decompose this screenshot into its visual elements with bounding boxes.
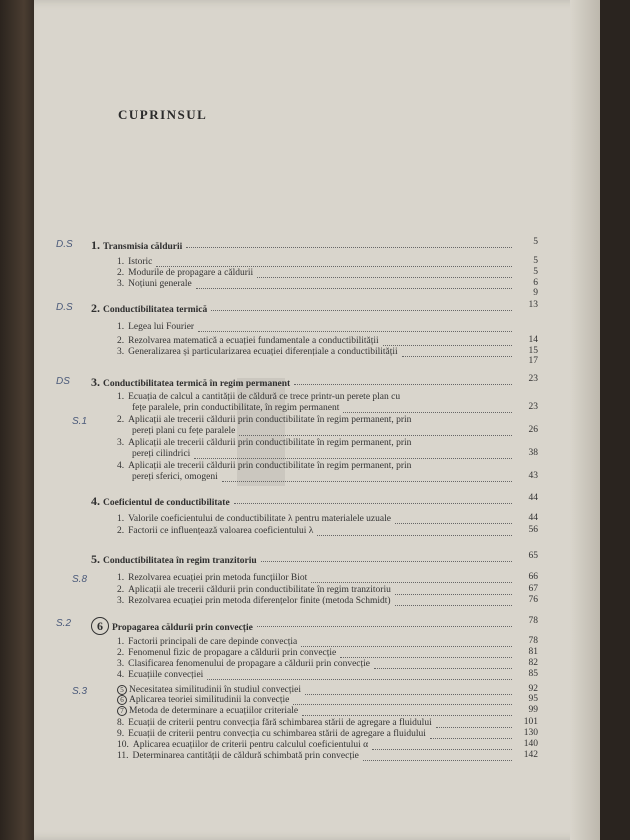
toc-entry — [117, 706, 298, 716]
entry-title: Aplicații ale trecerii căldurii prin conductibilitate în regim permanent, prin — [128, 438, 412, 448]
dot-leader — [317, 535, 512, 536]
entry-number: 2. — [117, 336, 125, 346]
dot-leader — [430, 738, 512, 739]
toc-entry-continuation: fețe paralele, prin conductibilitate, în regim permanent — [132, 403, 340, 413]
page-number: 130 — [523, 728, 538, 738]
chapter-number: 1. — [91, 238, 100, 252]
entry-number: 2. — [117, 268, 125, 278]
dot-leader — [343, 412, 512, 413]
page-number: 5 — [533, 267, 538, 277]
entry-title: Legea lui Fourier — [128, 322, 195, 332]
toc-entry — [117, 670, 203, 680]
page-number: 78 — [528, 636, 538, 646]
toc-entry — [117, 514, 391, 524]
toc-entry — [117, 392, 400, 402]
toc-entry — [117, 695, 289, 705]
page-number: 5 — [533, 237, 538, 247]
entry-title: Valorile coeficientului de conductibilitate λ pentru materialele uzuale — [128, 514, 391, 524]
toc-entry — [117, 257, 152, 267]
dot-leader — [239, 435, 512, 436]
entry-title: Rezolvarea matematică a ecuației fundamentale a conductibilității — [128, 336, 379, 346]
chapter-heading — [91, 238, 182, 253]
entry-number: 8. — [117, 718, 125, 728]
entry-title: Modurile de propagare a căldurii — [128, 268, 254, 278]
dot-leader — [257, 626, 512, 627]
toc-entry — [117, 461, 411, 471]
chapter-title: Conductibilitatea termică — [103, 305, 208, 315]
toc-entry-continuation: pereți plani cu fețe paralele — [132, 426, 236, 436]
dot-leader — [383, 345, 512, 346]
handwritten-margin-note: DS — [56, 376, 70, 387]
chapter-number: 5. — [91, 552, 100, 566]
entry-title: Factorii ce influențează valoarea coeficientului λ — [128, 526, 314, 536]
entry-number: 7 — [117, 706, 127, 716]
dot-leader — [305, 694, 512, 695]
dot-leader — [340, 657, 512, 658]
dot-leader — [234, 503, 512, 504]
entry-number: 6 — [117, 695, 127, 705]
entry-title: Aplicarea teoriei similitudinii la convecție — [129, 695, 290, 705]
page-number: 17 — [528, 356, 538, 366]
chapter-heading — [91, 494, 230, 509]
page-edge-shadow — [570, 0, 600, 840]
entry-number: 11. — [117, 751, 129, 761]
chapter-number-circled: 6 — [91, 617, 109, 635]
dot-leader — [363, 760, 512, 761]
entry-title: Noțiuni generale — [128, 279, 192, 289]
entry-title: Aplicații ale trecerii căldurii prin conductibilitate în regim permanent, prin — [128, 461, 412, 471]
page-number: 43 — [528, 471, 538, 481]
toc-entry — [117, 648, 336, 658]
dot-leader — [261, 561, 512, 562]
page-number: 99 — [528, 705, 538, 715]
toc-entry — [117, 336, 379, 346]
toc-entry — [117, 279, 192, 289]
dot-leader — [196, 288, 512, 289]
toc-entry-continuation: pereți sferici, omogeni — [132, 472, 218, 482]
handwritten-margin-note: D.S — [56, 239, 73, 250]
toc-entry — [117, 740, 368, 750]
chapter-number: 2. — [91, 301, 100, 315]
entry-title: Ecuații de criterii pentru convecția fără schimbarea stării de agregare a fluidului — [128, 718, 432, 728]
page-number: 81 — [528, 647, 538, 657]
toc-entry — [117, 751, 359, 761]
toc-entry — [117, 637, 297, 647]
entry-title: Generalizarea și particularizarea ecuației diferențiale a conductibilității — [128, 347, 398, 357]
entry-title: Rezolvarea ecuației prin metoda funcțiilor Biot — [128, 573, 308, 583]
dot-leader — [395, 605, 512, 606]
dot-leader — [211, 310, 512, 311]
dot-leader — [302, 715, 512, 716]
dot-leader — [156, 266, 512, 267]
entry-title: Fenomenul fizic de propagare a căldurii prin convecție — [128, 648, 337, 658]
entry-title: Determinarea cantității de căldură schimbată prin convecție — [132, 751, 359, 761]
chapter-number — [91, 619, 109, 633]
page-number: 6 — [533, 278, 538, 288]
page-number: 23 — [528, 402, 538, 412]
entry-title: Rezolvarea ecuației prin metoda diferențelor finite (metoda Schmidt) — [128, 596, 391, 606]
chapter-title: Coeficientul de conductibilitate — [103, 498, 230, 508]
entry-number: 2. — [117, 415, 125, 425]
entry-title: Factorii principali de care depinde convecția — [128, 637, 298, 647]
handwritten-margin-note: D.S — [56, 302, 73, 313]
toc-entry — [117, 596, 391, 606]
entry-title: Ecuații de criterii pentru convecția cu schimbarea stării de agregare a fluidului — [128, 729, 426, 739]
chapter-title: Conductibilitatea în regim tranzitoriu — [103, 556, 257, 566]
toc-entry — [117, 729, 426, 739]
toc-entry — [117, 685, 301, 695]
entry-number: 10. — [117, 740, 129, 750]
entry-number: 1. — [117, 573, 125, 583]
entry-title: Istoric — [128, 257, 153, 267]
page-number: 76 — [528, 595, 538, 605]
dot-leader — [294, 384, 512, 385]
handwritten-margin-note: S.8 — [72, 574, 88, 585]
page-number: 26 — [528, 425, 538, 435]
page-number: 92 — [528, 684, 538, 694]
entry-number: 3. — [117, 659, 125, 669]
toc-entry — [117, 573, 307, 583]
toc-entry — [117, 718, 432, 728]
entry-title: Aplicații ale trecerii căldurii prin conductibilitate în regim tranzitoriu — [128, 585, 391, 595]
handwritten-margin-note: S.1 — [72, 416, 88, 427]
entry-number: 9. — [117, 729, 125, 739]
entry-title: Aplicații ale trecerii căldurii prin conductibilitate în regim permanent, prin — [128, 415, 412, 425]
chapter-number: 4. — [91, 494, 100, 508]
dot-leader — [372, 749, 512, 750]
page-number: 95 — [528, 694, 538, 704]
entry-number: 1. — [117, 637, 125, 647]
entry-title: Ecuația de calcul a cantității de căldură ce trece printr-un perete plan cu — [128, 392, 401, 402]
entry-number: 3. — [117, 438, 125, 448]
chapter-title: Propagarea căldurii prin convecție — [112, 623, 253, 633]
entry-number: 2. — [117, 526, 125, 536]
page-number: 142 — [523, 750, 538, 760]
entry-title: Necesitatea similitudinii în studiul convecției — [129, 685, 302, 695]
page-number: 15 — [528, 346, 538, 356]
handwritten-margin-note: S.3 — [72, 686, 88, 697]
entry-title: Aplicarea ecuațiilor de criterii pentru calculul coeficientului α — [132, 740, 369, 750]
page-number: 14 — [528, 335, 538, 345]
page-number: 140 — [523, 739, 538, 749]
toc-entry — [117, 438, 411, 448]
page-number: 78 — [528, 616, 538, 626]
dot-leader — [207, 679, 512, 680]
page-number: 67 — [528, 584, 538, 594]
page-number: 44 — [528, 513, 538, 523]
entry-title: Clasificarea fenomenului de propagare a căldurii prin convecție — [128, 659, 370, 669]
dot-leader — [402, 356, 512, 357]
entry-number: 1. — [117, 514, 125, 524]
dot-leader — [194, 458, 512, 459]
page-number: 38 — [528, 448, 538, 458]
dot-leader — [436, 727, 512, 728]
entry-number: 5 — [117, 685, 127, 695]
page-number: 85 — [528, 669, 538, 679]
entry-number: 4. — [117, 670, 125, 680]
toc-entry — [117, 347, 398, 357]
dot-leader — [374, 668, 512, 669]
page-number: 9 — [533, 288, 538, 298]
chapter-heading — [91, 552, 257, 567]
dot-leader — [257, 277, 512, 278]
toc-entry — [117, 659, 370, 669]
entry-number: 4. — [117, 461, 125, 471]
chapter-title: Conductibilitatea termică în regim permanent — [103, 379, 291, 389]
chapter-heading — [91, 301, 207, 316]
page-title: CUPRINSUL — [118, 107, 208, 122]
entry-number: 1. — [117, 392, 125, 402]
toc-entry — [117, 585, 391, 595]
toc-entry — [117, 415, 411, 425]
entry-number: 1. — [117, 322, 125, 332]
chapter-title: Transmisia căldurii — [103, 242, 183, 252]
entry-number: 3. — [117, 347, 125, 357]
handwritten-margin-note: S.2 — [56, 618, 72, 629]
entry-number: 3. — [117, 279, 125, 289]
page-number: 82 — [528, 658, 538, 668]
dot-leader — [301, 646, 512, 647]
entry-number: 2. — [117, 585, 125, 595]
dot-leader — [186, 247, 512, 248]
page-number: 5 — [533, 256, 538, 266]
page-number: 44 — [528, 493, 538, 503]
entry-title: Metoda de determinare a ecuațiilor criteriale — [129, 706, 299, 716]
entry-number: 2. — [117, 648, 125, 658]
page-number: 66 — [528, 572, 538, 582]
toc-entry — [117, 322, 194, 332]
page-number: 56 — [528, 525, 538, 535]
page-number: 23 — [528, 374, 538, 384]
entry-title: Ecuațiile convecției — [128, 670, 204, 680]
page-number: 101 — [523, 717, 538, 727]
toc-entry — [117, 268, 253, 278]
chapter-heading — [91, 375, 290, 390]
toc-entry-continuation: pereți cilindrici — [132, 449, 191, 459]
dot-leader — [293, 704, 512, 705]
dot-leader — [222, 481, 512, 482]
dot-leader — [395, 523, 512, 524]
chapter-heading — [91, 617, 253, 635]
page-number: 65 — [528, 551, 538, 561]
chapter-number: 3. — [91, 375, 100, 389]
dot-leader — [311, 582, 512, 583]
entry-number: 3. — [117, 596, 125, 606]
page-number: 13 — [528, 300, 538, 310]
entry-number: 1. — [117, 257, 125, 267]
dot-leader — [395, 594, 512, 595]
dot-leader — [198, 331, 512, 332]
toc-entry — [117, 526, 313, 536]
